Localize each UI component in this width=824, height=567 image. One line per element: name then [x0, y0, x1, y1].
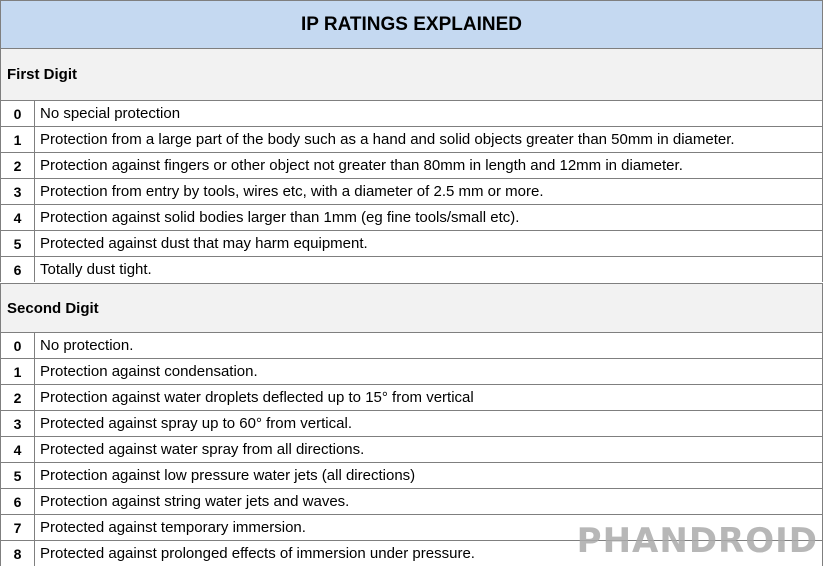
table-row: [0, 436, 823, 462]
table-row: [0, 204, 823, 230]
digit-number: 7: [1, 515, 35, 540]
second-digit-heading: Second Digit: [0, 283, 823, 332]
table-row: [0, 540, 823, 566]
digit-number: 8: [1, 541, 35, 566]
digit-number: 4: [1, 437, 35, 462]
digit-description: Protected against spray up to 60° from vertical.: [40, 415, 352, 432]
digit-number: 3: [1, 179, 35, 204]
table-title: IP RATINGS EXPLAINED: [0, 0, 823, 49]
second-digit-rows: [0, 332, 823, 566]
digit-description: Protection from entry by tools, wires etc, with a diameter of 2.5 mm or more.: [40, 183, 544, 200]
digit-description: No special protection: [40, 105, 181, 122]
table-row: [0, 100, 823, 126]
table-row: [0, 256, 823, 282]
digit-number: 1: [1, 359, 35, 384]
digit-number: 6: [1, 489, 35, 514]
table-row: [0, 410, 823, 436]
digit-number: 2: [1, 385, 35, 410]
digit-description: Protection against fingers or other object not greater than 80mm in length and 12mm in diameter.: [40, 157, 683, 174]
table-row: [0, 358, 823, 384]
table-row: [0, 178, 823, 204]
digit-description: Protected against water spray from all directions.: [40, 441, 365, 458]
digit-description: Protected against prolonged effects of immersion under pressure.: [40, 545, 475, 562]
digit-description: Protection from a large part of the body such as a hand and solid objects greater than 50mm in diameter.: [40, 131, 735, 148]
table-row: [0, 488, 823, 514]
digit-description: Totally dust tight.: [40, 261, 152, 278]
digit-number: 5: [1, 463, 35, 488]
watermark-logo: PHANDROID: [576, 521, 818, 561]
digit-number: 4: [1, 205, 35, 230]
digit-description: Protection against low pressure water jets (all directions): [40, 467, 416, 484]
digit-number: 6: [1, 257, 35, 282]
digit-description: No protection.: [40, 337, 134, 354]
digit-number: 1: [1, 127, 35, 152]
first-digit-rows: [0, 100, 823, 282]
digit-description: Protection against condensation.: [40, 363, 258, 380]
digit-description: Protection against solid bodies larger than 1mm (eg fine tools/small etc).: [40, 209, 520, 226]
table-row: [0, 514, 823, 540]
digit-number: 5: [1, 231, 35, 256]
digit-description: Protection against string water jets and waves.: [40, 493, 350, 510]
table-row: [0, 384, 823, 410]
digit-description: Protection against water droplets deflected up to 15° from vertical: [40, 389, 474, 406]
digit-description: Protected against temporary immersion.: [40, 519, 306, 536]
digit-number: 3: [1, 411, 35, 436]
digit-number: 2: [1, 153, 35, 178]
table-row: [0, 230, 823, 256]
first-digit-heading: First Digit: [0, 49, 823, 100]
table-row: [0, 152, 823, 178]
table-row: [0, 332, 823, 358]
table-row: [0, 126, 823, 152]
digit-number: 0: [1, 333, 35, 358]
table-row: [0, 462, 823, 488]
digit-number: 0: [1, 101, 35, 126]
digit-description: Protected against dust that may harm equipment.: [40, 235, 368, 252]
